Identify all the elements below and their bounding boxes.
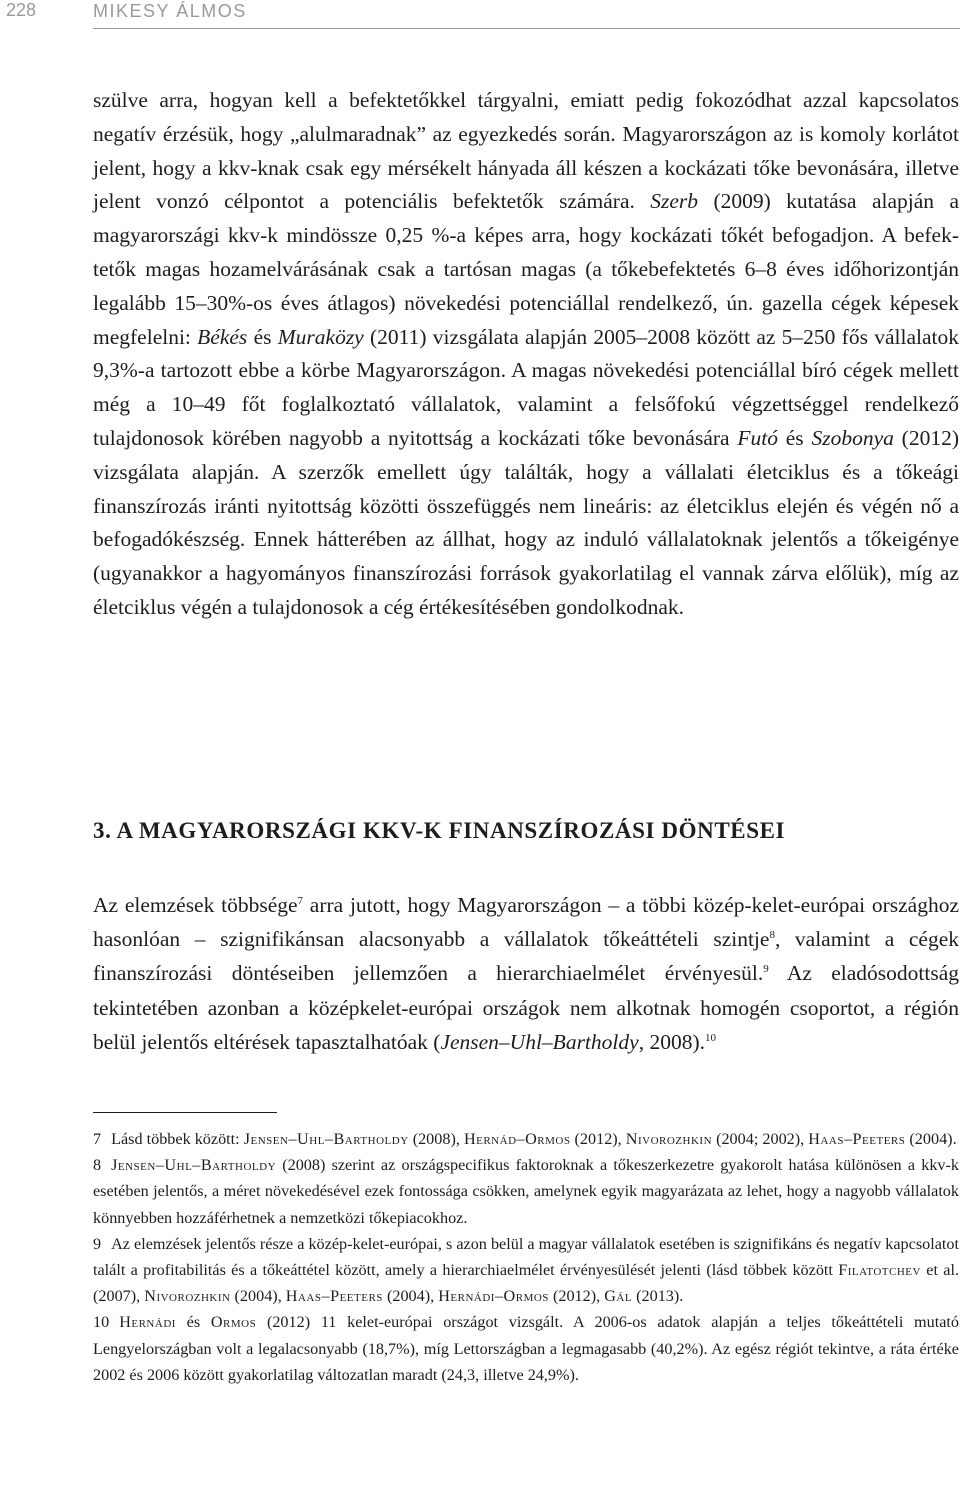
author-name: Hernádi bbox=[119, 1313, 176, 1332]
page-header bbox=[0, 0, 960, 32]
body-paragraph: szülve arra, hogyan kell a befektetőkkel tárgyalni, emiatt pedig fokozódhat azzal kapcsolatos negatív érzésük, hogy „alulmaradnak” az egyezkedés során. Magyarországon az is komoly korlátot jelent, hogy a kkv-knak csak egy mérsékelt hányada áll készen a kockázati tőke bevonására, illetve jelent vonzó célpontot a potenciális befektetők számára. Szerb (2009) kutatása alapján a magyarországi kkv-k mindössze 0,25 %-a képes arra, hogy kockázati tőkét befogadjon. A befektetők magas hozamelvárásának csak a tartósan magas (a tőkebefektetés 6–8 éves időhorizontján legalább 15–30%-os éves átlagos) növekedési potenciállal rendelkező, ún. gazella cégek képesek megfelelni: Békés és Muraközy (2011) vizsgálata alapján 2005–2008 között az 5–250 fős vállalatok 9,3%-a tartozott ebbe a körbe Magyarországon. A magas növekedési potenciállal bíró cégek mellett még a 10–49 főt foglalkoztató vállalatok, valamint a felsőfokú végzettséggel rendelkező tulajdonosok körében nagyobb a nyitottság a kockázati tőke bevonására Futó és Szobonya (2012) vizsgálata alapján. A szerzők emellett úgy találták, hogy a vállalati életciklus és a tőkeági finanszírozás iránti nyitottság közötti összefüggés nem lineáris: az életciklus elején és végén nő a befogadókészség. Ennek hátterében az állhat, hogy az induló vállalatoknak jelentős a tőkeigénye (ugyanakkor a hagyományos finanszírozási források gyakorlatilag el vannak zárva előlük), míg az életciklus végén a tulajdonosok a cég értékesítésében gondolkodnak. bbox=[93, 88, 959, 619]
footnote-number: 8 bbox=[93, 1156, 102, 1175]
footnote-8: 8 Jensen–Uhl–Bartholdy (2008) szerint az országspecifikus faktoroknak a tőkeszerkezetre gyakorolt hatása különösen a kkv-k esetében jelentős, a méret növekedésével ezek fontossága csökken, amelynek egyik magyarázata az lehet, hogy a nagyobb vállalatok könnyebben hozzáférhetnek a nemzetközi tőkepiacokhoz. bbox=[93, 1156, 959, 1227]
author-name: Nivorozhkin bbox=[144, 1287, 231, 1306]
citation-author: Muraközy bbox=[277, 324, 364, 349]
author-name: Hernád–Ormos bbox=[463, 1130, 571, 1148]
footnote-ref[interactable]: 7 bbox=[297, 895, 304, 907]
author-name: Ormos bbox=[210, 1313, 257, 1332]
footnote-ref[interactable]: 9 bbox=[763, 963, 769, 976]
footnote-ref[interactable]: 8 bbox=[769, 929, 775, 942]
header-rule bbox=[93, 28, 960, 29]
section-number: 3. bbox=[93, 818, 112, 843]
section-title: A MAGYARORSZÁGI KKV-K FINANSZÍROZÁSI DÖNTÉSEI bbox=[116, 818, 786, 843]
author-name: Nivorozhkin bbox=[625, 1130, 713, 1148]
citation-author: Szobonya bbox=[811, 425, 894, 450]
footnote-9: 9 Az elemzések jelentős része a közép-kelet-európai, s azon belül a magyar vállalatok esetében is szignifikáns és negatív kapcsolatot talált a profitabilitás és a tőkeáttétel között, amely a hierarchiaelmélet érvényesülését jelenti (lásd többek között Filatotchev et al. (2007), Nivorozhkin (2004), Haas–Peeters (2004), Hernádi–Ormos (2012), Gál (2013). bbox=[93, 1234, 959, 1306]
author-name: Jensen–Uhl–Bartholdy bbox=[111, 1156, 277, 1175]
footnote-ref[interactable]: 10 bbox=[704, 1031, 716, 1044]
citation-author: Békés bbox=[197, 324, 248, 349]
citation-author: Szerb bbox=[650, 189, 699, 214]
section-heading bbox=[93, 818, 959, 844]
section-paragraph: Az elemzések többsége$^7$ arra jutott, hogy Magyarországon – a többi közép-kelet-európai országhoz hasonlóan – szignifikánsan alacsonyabb a vállalatok tőkeáttételi szintje$^8$, valamint a cégek finanszírozási döntéseiben jellemzően a hierarchiaelmélet érvényesül.$^9$ Az eladósodottság tekintetében azonban a középkelet-európai országok nem alkotnak homogén csoportot, a régión belül jelentős eltérések tapasztalhatóak (Jensen–Uhl–Bartholdy, 2008).$^{10}$ bbox=[93, 893, 960, 1054]
author-name: Haas–Peeters bbox=[285, 1287, 383, 1306]
footnote-rule bbox=[93, 1112, 277, 1113]
author-name: Haas–Peeters bbox=[808, 1130, 906, 1148]
footnotes bbox=[93, 1126, 959, 1388]
footnote-number: 9 bbox=[93, 1234, 102, 1253]
page-number: 228 bbox=[6, 0, 37, 20]
footnote-number: 7 bbox=[93, 1130, 102, 1148]
citation-author: Jensen–Uhl–Bartholdy bbox=[440, 1029, 639, 1054]
footnote-7: 7 Lásd többek között: Jensen–Uhl–Bartholdy (2008), Hernád–Ormos (2012), Nivorozhkin (2004; 2002), Haas–Peeters (2004). bbox=[93, 1130, 957, 1148]
author-name: Jensen–Uhl–Bartholdy bbox=[243, 1130, 409, 1148]
citation-author: Futó bbox=[737, 425, 778, 450]
running-head: MIKESY ÁLMOS bbox=[93, 1, 247, 21]
author-name: Gál bbox=[604, 1287, 633, 1306]
footnote-10: 10 Hernádi és Ormos (2012) 11 kelet-európai országot vizsgált. A 2006-os adatok alapján a teljes tőkeáttételi mutató Lengyelországban volt a legalacsonyabb (18,7%), míg Lettországban a legmagasabb (40,2%). Az egész régiót tekintve, a ráta értéke 2002 és 2006 között gyakorlatilag változatlan maradt (24,3, illetve 24,9%). bbox=[93, 1313, 960, 1384]
footnote-number: 10 bbox=[93, 1313, 110, 1332]
author-name: Filatotchev bbox=[838, 1261, 921, 1280]
author-name: Hernádi–Ormos bbox=[438, 1287, 549, 1306]
